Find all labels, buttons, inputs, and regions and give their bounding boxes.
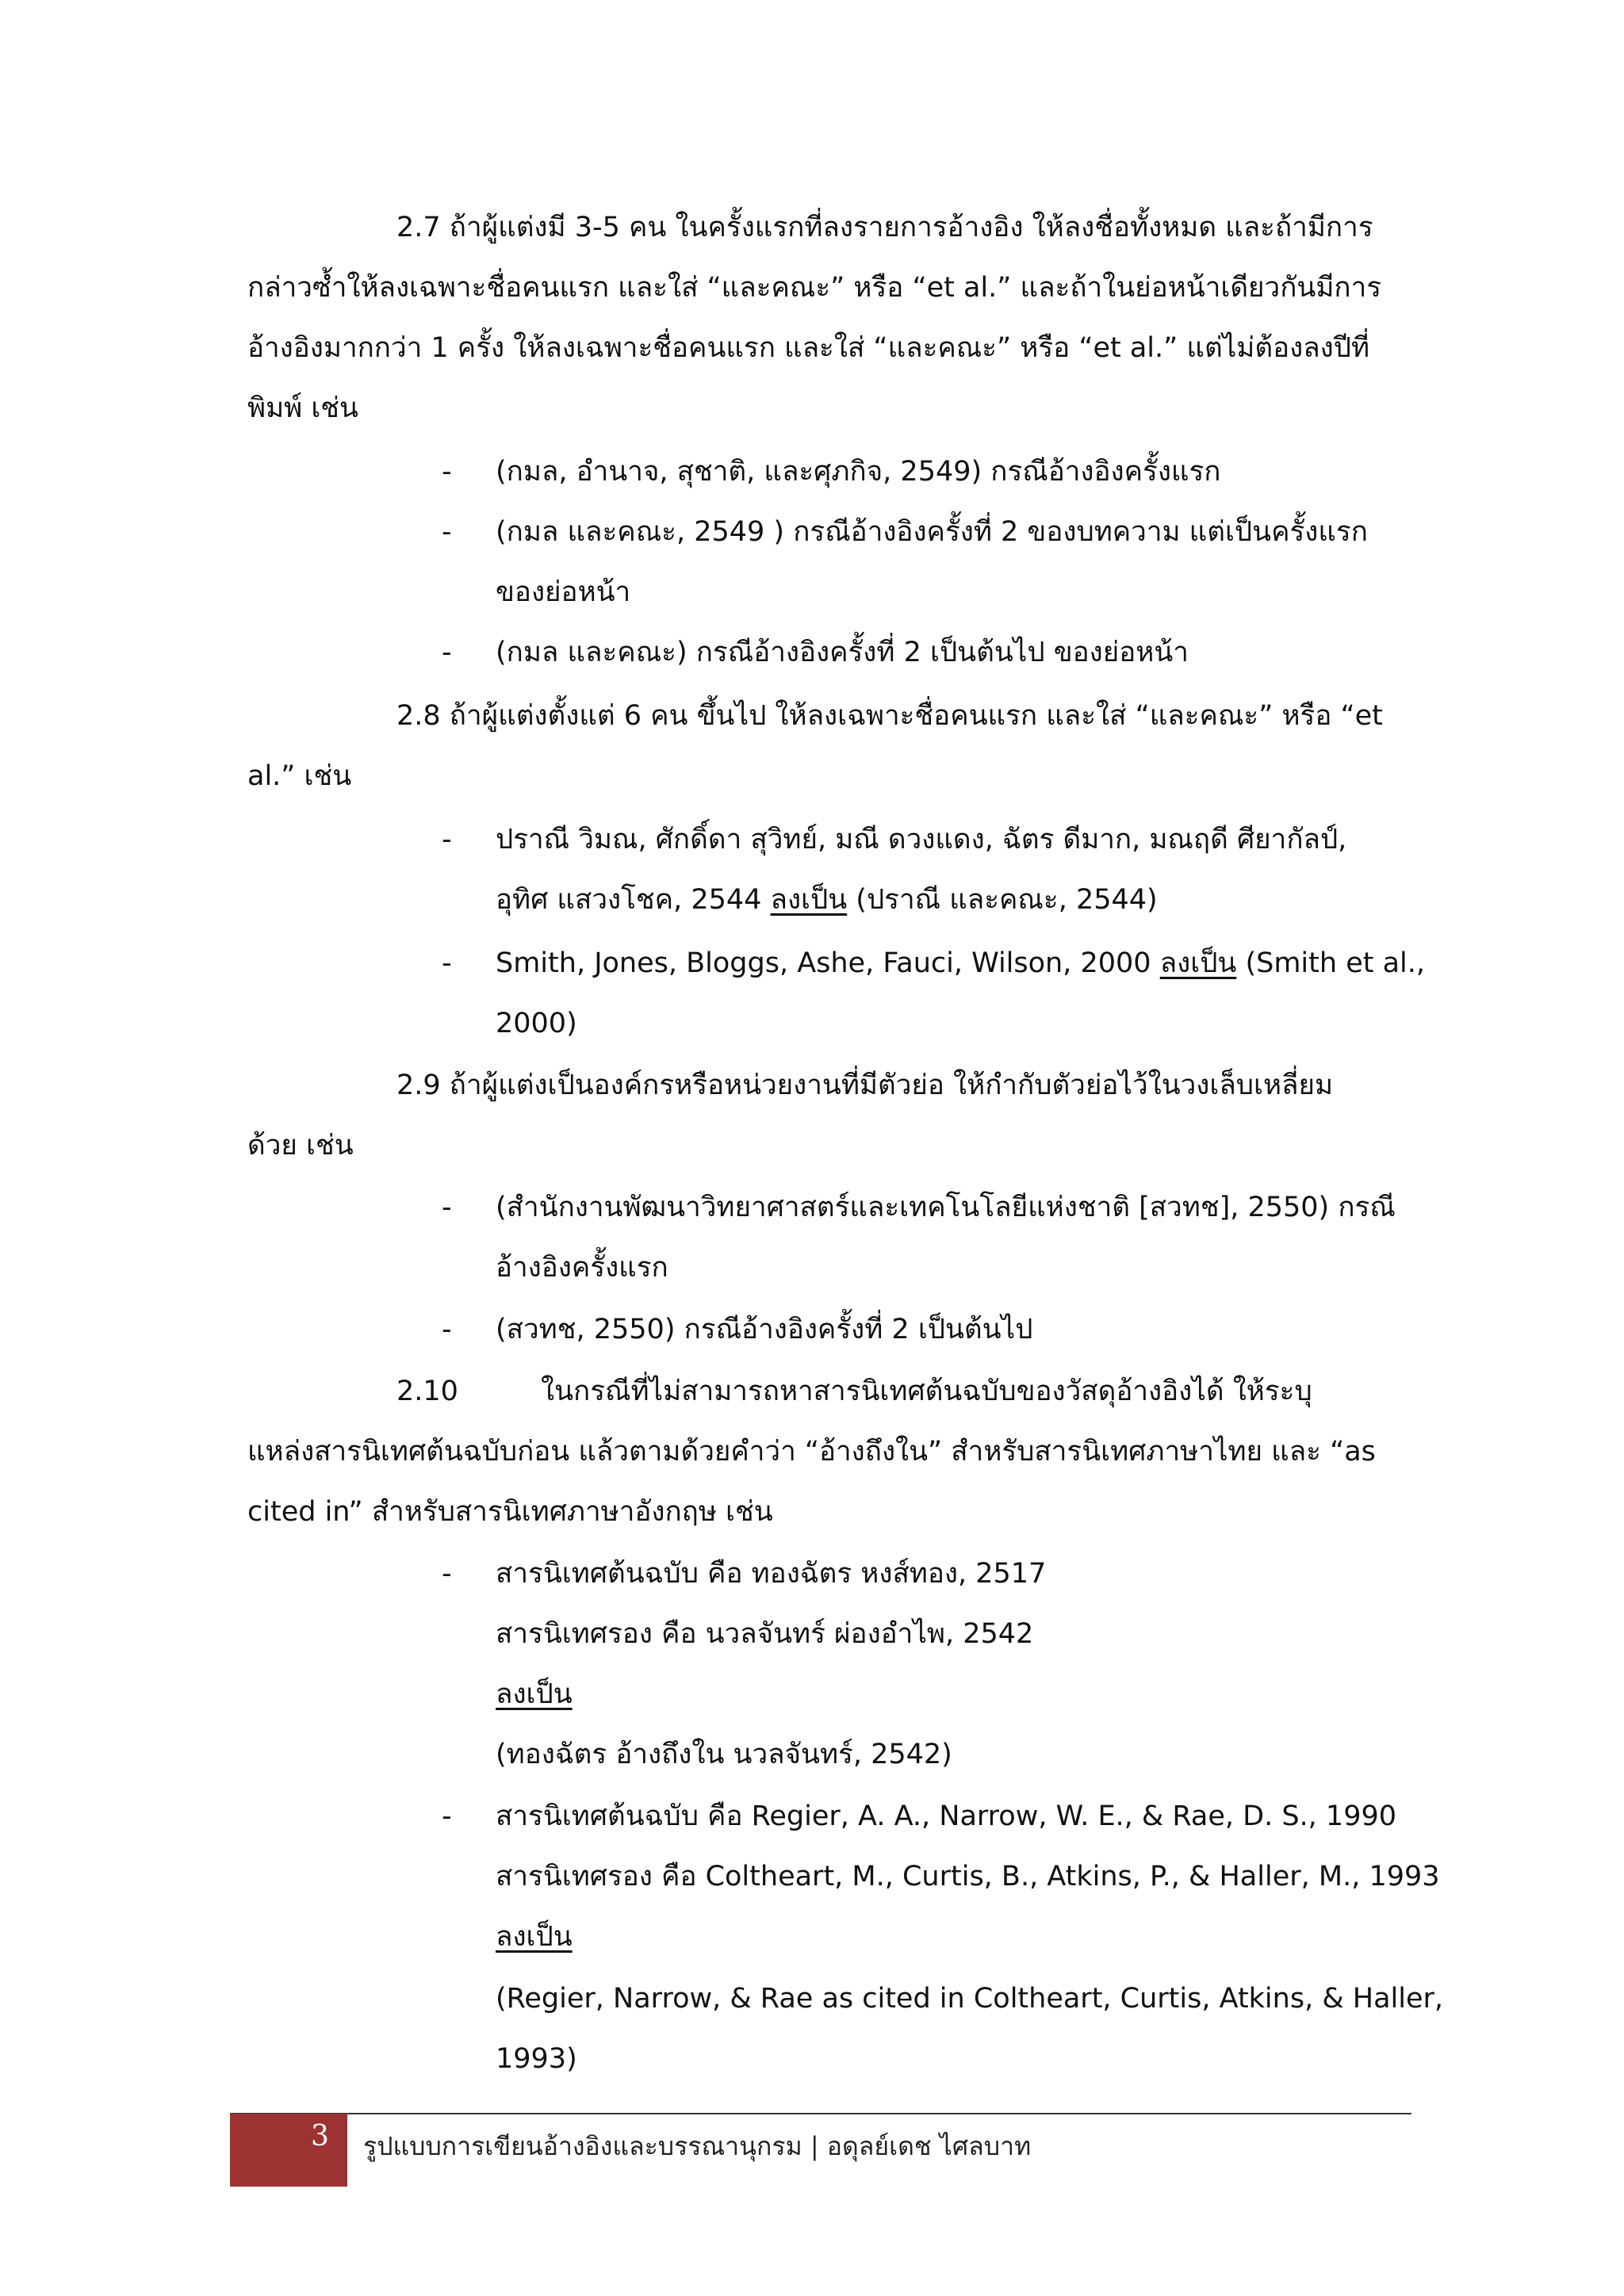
section-2-9-line-1: 2.9 ถ้าผู้แต่งเป็นองค์กรหรือหน่วยงานที่มีตัวย่อ ให้กำกับตัวย่อไว้ในวงเล็บเหลี่ยม	[396, 1070, 1334, 1101]
underlined-label: ลงเป็น	[496, 1678, 573, 1710]
footer-divider	[230, 2113, 1411, 2114]
section-2-10-line-2: แหล่งสารนิเทศต้นฉบับก่อน แล้วตามด้วยคำว่า “อ้างถึงใน” สำหรับสารนิเทศภาษาไทย และ “as	[247, 1436, 1376, 1468]
section-2-7-line-4: พิมพ์ เช่น	[247, 392, 358, 424]
list-bullet: -	[442, 1800, 452, 1832]
list-item-continuation: (Regier, Narrow, & Rae as cited in Coltheart, Curtis, Atkins, & Haller,	[496, 1983, 1444, 2015]
list-item: สารนิเทศต้นฉบับ คือ ทองฉัตร หงส์ทอง, 2517	[496, 1558, 1047, 1590]
list-item-continuation: ของย่อหน้า	[496, 576, 631, 608]
list-item: (กมล และคณะ, 2549 ) กรณีอ้างอิงครั้งที่ 2 ของบทความ แต่เป็นครั้งแรก	[496, 516, 1368, 548]
list-item: (สวทช, 2550) กรณีอ้างอิงครั้งที่ 2 เป็นต้นไป	[496, 1314, 1033, 1345]
list-item-continuation: (ทองฉัตร อ้างถึงใน นวลจันทร์, 2542)	[496, 1739, 952, 1770]
list-bullet: -	[442, 1192, 452, 1223]
list-item: (กมล, อำนาจ, สุชาติ, และศุภกิจ, 2549) กรณีอ้างอิงครั้งแรก	[496, 456, 1221, 488]
list-item: (สำนักงานพัฒนาวิทยาศาสตร์และเทคโนโลยีแห่งชาติ [สวทช], 2550) กรณี	[496, 1192, 1396, 1223]
section-2-8-line-1: 2.8 ถ้าผู้แต่งตั้งแต่ 6 คน ขึ้นไป ให้ลงเฉพาะชื่อคนแรก และใส่ “และคณะ” หรือ “et	[396, 700, 1383, 732]
list-item-continuation: อ้างอิงครั้งแรก	[496, 1252, 668, 1284]
list-item	[496, 943, 1425, 983]
section-2-10-line-3: cited in” สำหรับสารนิเทศภาษาอังกฤษ เช่น	[247, 1496, 773, 1528]
list-item-continuation: สารนิเทศรอง คือ Coltheart, M., Curtis, B., Atkins, P., & Haller, M., 1993	[496, 1861, 1440, 1892]
list-bullet: -	[442, 1314, 452, 1345]
list-item: ปราณี วิมณ, ศักดิ์ดา สุวิทย์, มณี ดวงแดง, ฉัตร ดีมาก, มณฤดี ศียากัลป์,	[496, 824, 1347, 855]
list-item-continuation: 2000)	[496, 1008, 577, 1039]
text-segment: (ปราณี และคณะ, 2544)	[847, 884, 1158, 916]
underlined-label: ลงเป็น	[1159, 947, 1237, 979]
section-2-9-line-2: ด้วย เช่น	[247, 1130, 354, 1161]
footer-title: รูปแบบการเขียนอ้างอิงและบรรณานุกรม | อดุลย์เดช ไศลบาท	[363, 2131, 1032, 2161]
section-2-8-line-2: al.” เช่น	[247, 760, 352, 792]
list-bullet: -	[442, 456, 452, 488]
list-item-continuation: สารนิเทศรอง คือ นวลจันทร์ ผ่องอำไพ, 2542	[496, 1618, 1034, 1650]
section-2-10-line-1: ในกรณีที่ไม่สามารถหาสารนิเทศต้นฉบับของวัสดุอ้างอิงได้ ให้ระบุ	[541, 1376, 1312, 1407]
text-segment: Smith, Jones, Bloggs, Ashe, Fauci, Wilson, 2000	[496, 947, 1160, 979]
section-2-10-number: 2.10	[396, 1376, 458, 1407]
text-segment: (Smith et al.,	[1236, 947, 1425, 979]
underlined-label: ลงเป็น	[496, 1921, 573, 1953]
list-item-continuation	[496, 880, 1158, 920]
section-2-7-line-3: อ้างอิงมากกว่า 1 ครั้ง ให้ลงเฉพาะชื่อคนแรก และใส่ “และคณะ” หรือ “et al.” แต่ไม่ต้องลงปีที่	[247, 332, 1370, 364]
list-item-continuation: 1993)	[496, 2043, 577, 2075]
list-item: สารนิเทศต้นฉบับ คือ Regier, A. A., Narrow, W. E., & Rae, D. S., 1990	[496, 1800, 1396, 1832]
footer-page-box	[230, 2114, 347, 2187]
list-bullet: -	[442, 947, 452, 979]
list-item: (กมล และคณะ) กรณีอ้างอิงครั้งที่ 2 เป็นต้นไป ของย่อหน้า	[496, 637, 1189, 668]
section-2-7-line-2: กล่าวซ้ำให้ลงเฉพาะชื่อคนแรก และใส่ “และคณะ” หรือ “et al.” และถ้าในย่อหน้าเดียวกันมีการ	[247, 272, 1382, 304]
section-2-7-line-1: 2.7 ถ้าผู้แต่งมี 3-5 คน ในครั้งแรกที่ลงรายการอ้างอิง ให้ลงชื่อทั้งหมด และถ้ามีการ	[396, 212, 1373, 243]
list-bullet: -	[442, 516, 452, 548]
list-bullet: -	[442, 1558, 452, 1590]
underlined-label: ลงเป็น	[770, 884, 848, 916]
page-number: 3	[311, 2120, 329, 2152]
list-bullet: -	[442, 824, 452, 855]
text-segment: อุทิศ แสวงโชค, 2544	[496, 884, 771, 916]
list-bullet: -	[442, 637, 452, 668]
